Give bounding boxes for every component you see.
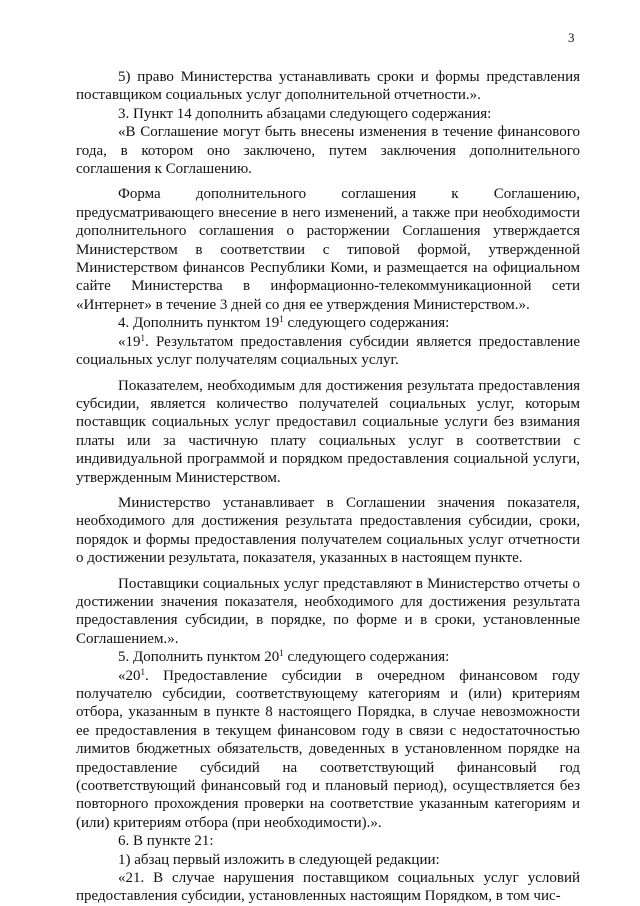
paragraph: «$20^1$. Предоставление субсидии в очередном финансовом году получателю субсидии, соответствующему категориям и (или) критериям отбора, указанным в пункте 8 настоящего Порядка, в случае невозможности ее предоставления в текущем финансовом году в связи с недостаточностью лимитов бюджетных обязательств, доведенных в установленном порядке на предоставление субсидий на соответствующий финансовый год (соответствующий финансовый год и плановый период), осуществляется без повторного прохождения проверки на соответствие указанным категориям и (или) критериям отбора (при необходимости).». [76, 666, 580, 831]
paragraph: Форма дополнительного соглашения к Соглашению, предусматривающего внесение в него изменений, а также при необходимости дополнительного соглашения о расторжении Соглашения утверждается Министерством в соответствии с типовой формой, утвержденной Министерством финансов Республики Коми, и размещается на официальном сайте Министерства в информационно-телекоммуникационной сети «Интернет» в течение 3 дней со дня ее утверждения Министерством.». [76, 186, 580, 313]
paragraph: 5) право Министерства устанавливать сроки и формы представления поставщиком социальных услуг дополнительной отчетности.». [76, 69, 580, 104]
paragraph: 6. В пункте 21: [118, 833, 214, 850]
superscript: 1 [279, 648, 284, 659]
paragraph: Поставщики социальных услуг представляют в Министерство отчеты о достижении значения показателя, необходимого для достижения результата предоставления субсидии, в порядке, по форме и в сроки, установленные Соглашением.». [76, 575, 580, 647]
paragraph: 1) абзац первый изложить в следующей редакции: [118, 851, 440, 868]
paragraph: Министерство устанавливает в Соглашении значения показателя, необходимого для достижения результата предоставления субсидии, сроки, порядок и формы предоставления получателем социальных услуг отчетности о достижении результата, показателя, указанных в настоящем пункте. [76, 494, 580, 567]
paragraph: «21. В случае нарушения поставщиком социальных услуг условий предоставления субсидии, установленных настоящим Порядком, в том чис- [76, 870, 580, 905]
superscript: 1 [140, 666, 145, 677]
page-number: 3 [568, 30, 575, 45]
paragraph: «$19^1$. Результатом предоставления субсидии является предоставление социальных услуг получателям социальных услуг. [76, 332, 580, 369]
paragraph: 4. Дополнить пунктом $19^1$ следующего содержания: [118, 314, 450, 332]
document-body [76, 68, 580, 906]
paragraph: Показателем, необходимым для достижения результата предоставления субсидии, является количество получателей социальных услуг, которым поставщик социальных услуг предоставил социальные услуги без взимания платы или за частичную плату социальных услуг в соответствии с индивидуальной программой и порядком предоставления социальной услуги, утвержденным Министерством. [76, 377, 580, 486]
superscript: 1 [279, 314, 284, 325]
paragraph: «В Соглашение могут быть внесены изменения в течение финансового года, в котором оно заключено, путем заключения дополнительного соглашения к Соглашению. [76, 124, 580, 178]
paragraph: 3. Пункт 14 дополнить абзацами следующего содержания: [118, 105, 492, 122]
paragraph: 5. Дополнить пунктом $20^1$ следующего содержания: [118, 648, 450, 666]
superscript: 1 [140, 332, 145, 343]
